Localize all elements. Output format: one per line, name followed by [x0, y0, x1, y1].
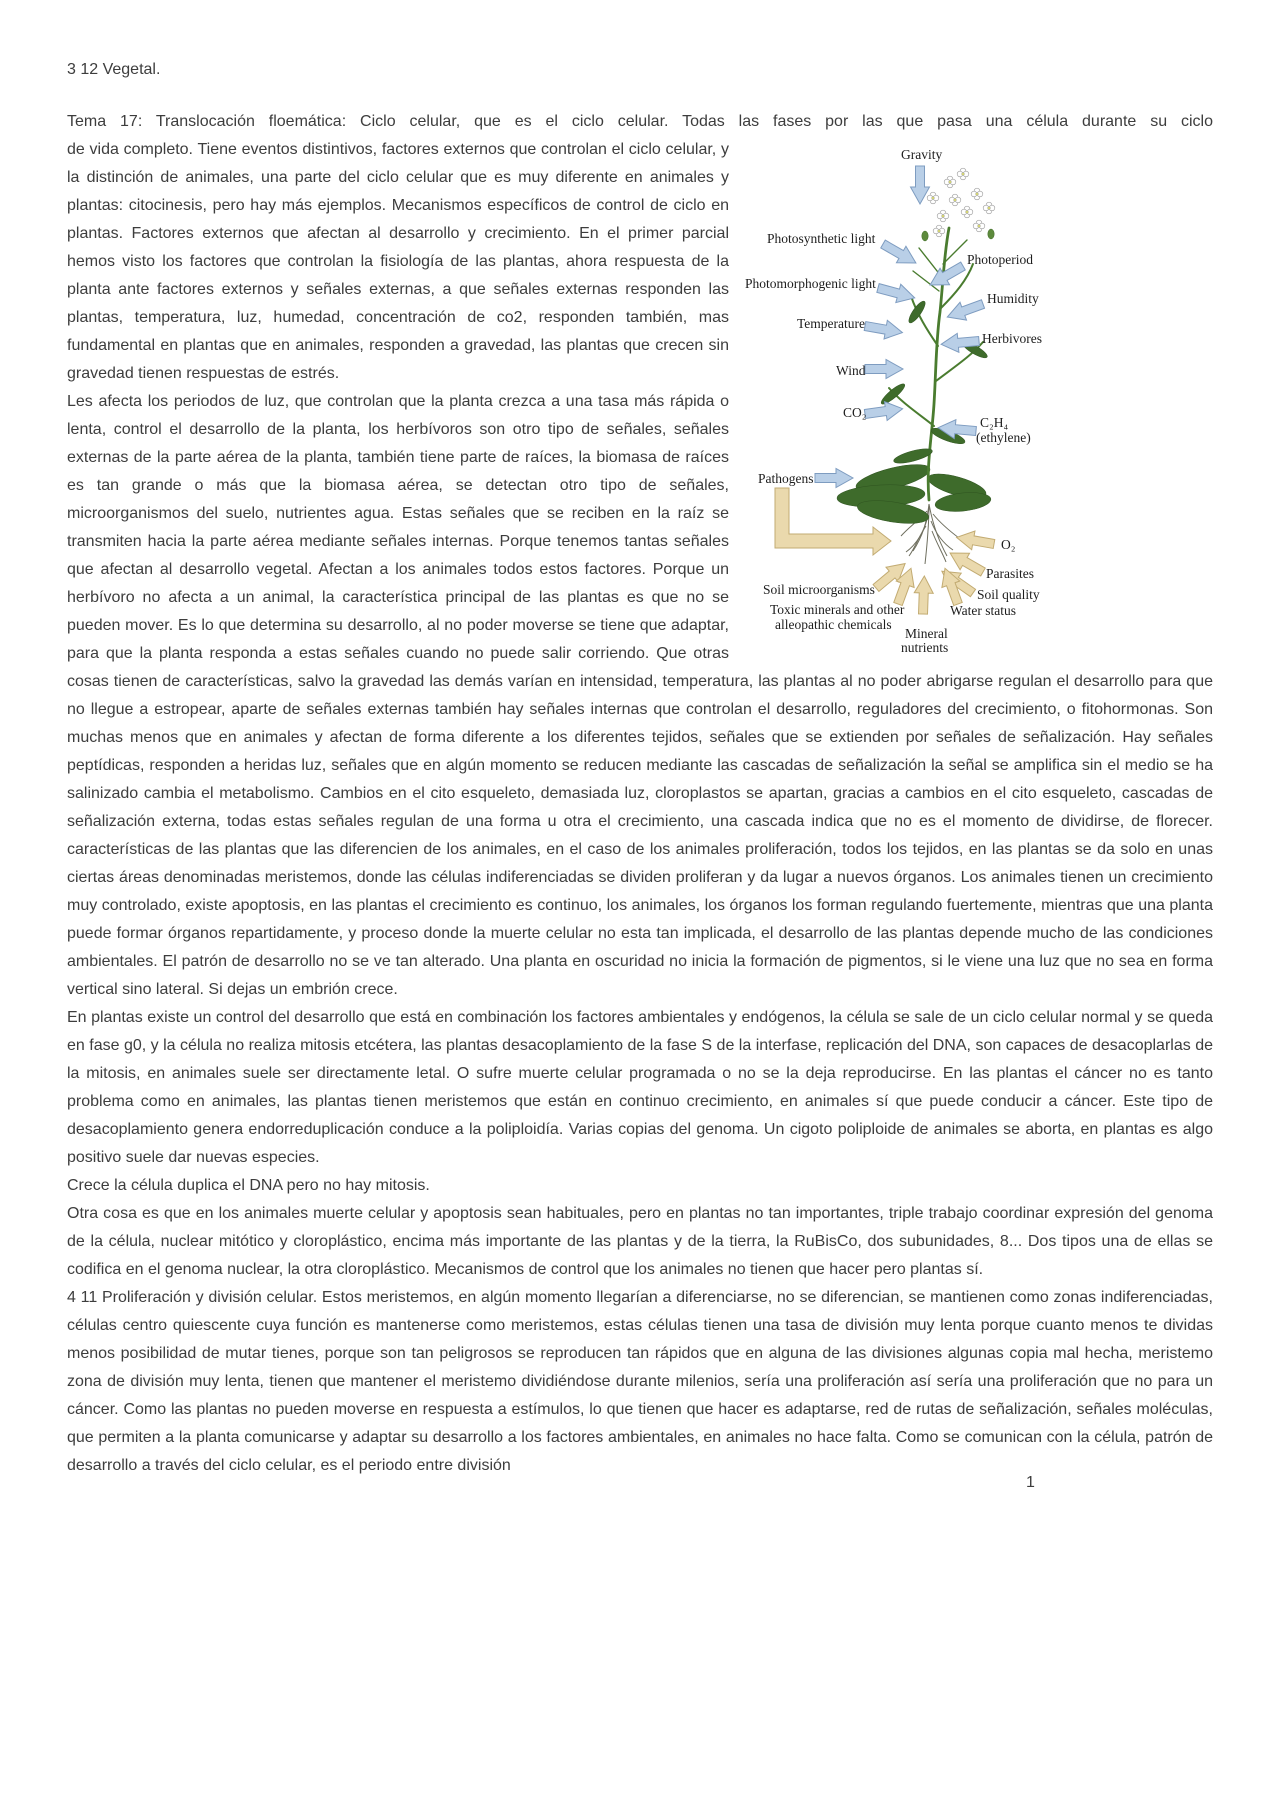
arrow-temperature	[863, 317, 904, 342]
figure-label-soil-quality: Soil quality	[977, 587, 1040, 602]
paragraph-les-afecta: Les afecta los periodos de luz, que controlan que la planta crezca a una tasa más rápida o lenta, control el desarrollo de la planta, los herbívoros son otro tipo de señales, señales externas de la parte aérea de la planta, también tiene parte de raíces, la biomasa de raíces es tan grande o más que la biomasa aérea, se detectan otro tipo de señales, microorganismos del suelo, nutrientes agua. Estas señales que se reciben en la raíz se transmiten hacia la parte aérea mediante señales internas. Porque tenemos tantas señales que afectan al desarrollo vegetal. Afectan a los animales todos estos factores. Porque un herbívoro no afecta a un animal, la característica principal de las plantas es que no se pueden mover. Es lo que determina su desarrollo, al no poder moverse se tiene que adaptar, para que la planta responda a estas señales cuando no puede salir corriendo. Que otras cosas tienen de características, salvo la gravedad las demás varían en intensidad, temperatura, las plantas al no poder abrigarse regulan el desarrollo para que no llegue a estropear, aparte de señales externas también hay señales internas que controlan el desarrollo, reguladores del crecimiento, o fitohormonas. Son muchas menos que en animales y afectan de forma diferente a los diferentes tejidos, señales que se extienden por señales de señalización. Hay señales peptídicas, responden a heridas luz, señales que en algún momento se reducen mediante las cascadas de señalización la señal se amplifica sin el medio se ha salinizado cambia el metabolismo. Cambios en el cito esqueleto, demasiada luz, cloroplastos se apartan, gracias a cambios en el cito esqueleto, cascadas de señalización externa, todas estas señales regulan de una forma u otra el crecimiento, una cascada indica que no es el momento de dividirse, de florecer. características de las plantas que las diferencien de los animales, en el caso de los animales proliferación, todos los tejidos, en las plantas se da solo en unas ciertas áreas denominadas meristemos, donde las células indiferenciadas se dividen proliferan y da lugar a nuevos órganos. Los animales tienen un crecimiento muy controlado, existe apoptosis, en las plantas el crecimiento es continuo, los animales, los órganos los forman regulando fuertemente, mientras que una planta puede formar órganos repartidamente, y proceso donde la muerte celular no esta tan implicada, el desarrollo de las plantas depende mucho de las condiciones ambientales. El patrón de desarrollo no se ve tan alterado. Una planta en oscuridad no inicia la formación de pigmentos, si le viene una luz que no sea en forma vertical sino lateral. Si dejas un embrión crece.	[67, 393, 1213, 998]
document-header: 3 12 Vegetal.	[67, 61, 161, 78]
figure-label-soil-microorganisms: Soil microorganisms	[763, 582, 875, 597]
figure-label-mineral-line2: nutrients	[901, 640, 949, 655]
paragraph-otra-cosa: Otra cosa es que en los animales muerte celular y apoptosis sean habituales, pero en plantas no tan importantes, triple trabajo coordinar expresión del genoma de la célula, nuclear mitótico y cloroplástico, encima más importante de las plantas y de la tierra, la RuBisCo, dos subunidades, 8... Dos tipos una de ellas se codifica en el genoma nuclear, la otra cloroplástico. Mecanismos de control que los animales no tienen que hacer pero plantas sí.	[67, 1205, 1213, 1278]
document-body	[67, 136, 1213, 1480]
plant-flowers	[922, 168, 995, 241]
paragraph-control-desarrollo: En plantas existe un control del desarrollo que está en combinación los factores ambientales y endógenos, la célula se sale de un ciclo celular normal y se queda en fase g0, y la célula no realiza mitosis etcétera, las plantas desacoplamiento de la fase S de la interfase, replicación del DNA, son capaces de desacoplarlas de la mitosis, en animales suele ser directamente letal. O sufre muerte celular programada o no se la deja reproducirse. En las plantas el cáncer no es tanto problema como en animales, las plantas tienen meristemos que están en continuo crecimiento, en animales sí que puede conducir a cáncer. Este tipo de desacoplamiento genera endorreduplicación conduce a la poliploidía. Varias copias del genoma. Un cigoto poliploide de animales se aborta, en plantas es algo positivo suele dar nuevas especies.	[67, 1009, 1213, 1166]
figure-label-toxic-minerals-line2: alleopathic chemicals	[775, 617, 892, 632]
figure-label-parasites: Parasites	[986, 566, 1034, 581]
plant-rosette-leaves	[836, 459, 991, 527]
arrow-pathogens	[815, 469, 853, 488]
figure-label-humidity: Humidity	[987, 291, 1039, 306]
figure-label-mineral-line1: Mineral	[905, 626, 948, 641]
paragraph-tema17-lead: Tema 17: Translocación floemática: Ciclo celular, que es el ciclo celular. Todas las fases por las que pasa una célula durante su ciclo	[67, 113, 1213, 130]
arrow-wind	[865, 360, 903, 379]
figure-label-photosynthetic-light: Photosynthetic light	[767, 231, 876, 246]
figure-label-ethylene-name: (ethylene)	[976, 430, 1031, 445]
arrow-mineral-nutrients	[914, 576, 934, 615]
figure-label-temperature: Temperature	[797, 316, 866, 331]
plant-stem	[928, 228, 949, 500]
arrow-gravity	[911, 166, 930, 204]
arrow-photosynthetic-light	[878, 236, 920, 271]
figure-label-water-status: Water status	[950, 603, 1017, 618]
paragraph-tema17-body: de vida completo. Tiene eventos distintivos, factores externos que controlan el ciclo celular, y la distinción de animales, una parte del ciclo celular que es muy diferente en animales y plantas: citocinesis, pero hay más ejemplos. Mecanismos específicos de control de ciclo en plantas. Factores externos que afectan al desarrollo y crecimiento. En el primer parcial hemos visto los factores que controlan la fisiología de las plantas, ahora respuesta de la planta ante factores externos y señales externas, a que señales externas responden las plantas, temperatura, luz, humedad, concentración de co2, responden también, mas fundamental en plantas que en animales, responden a gravedad, las plantas que crecen sin gravedad tienen respuestas de estrés.	[67, 141, 729, 382]
figure-label-co2: CO₂	[843, 405, 867, 420]
arrow-humidity	[944, 295, 986, 326]
figure-label-gravity: Gravity	[901, 147, 943, 162]
figure-label-ethylene-formula: C₂H₄	[980, 415, 1009, 430]
page-number: 1	[1026, 1474, 1035, 1491]
plant-environment-figure	[743, 136, 1213, 656]
figure-label-photoperiod: Photoperiod	[967, 252, 1033, 267]
figure-label-herbivores: Herbivores	[982, 331, 1042, 346]
figure-label-wind: Wind	[836, 363, 866, 378]
figure-label-photomorphogenic-light: Photomorphogenic light	[745, 276, 876, 291]
figure-label-pathogens: Pathogens	[758, 471, 814, 486]
arrow-photomorphogenic-light	[876, 279, 918, 307]
paragraph-proliferacion: 4 11 Proliferación y división celular. Estos meristemos, en algún momento llegarían a diferenciarse, no se diferencian, se mantienen como zonas indiferenciadas, células centro quiescente cuya función es mantenerse como meristemos, estas células tienen una tasa de división muy lenta porque cuanto menos te dividas menos posibilidad de mutar tienes, porque son tan peligrosos se reproducen tan rápidos que en alguna de las divisiones algunas copia mal hecha, meristemo zona de división muy lenta, tienen que mantener el meristemo dividiéndose durante milenios, sería una proliferación así sería una proliferación que no para un cáncer. Como las plantas no pueden moverse en respuesta a estímulos, lo que tienen que hacer es adaptarse, red de rutas de señalización, señales moléculas, que permiten a la planta comunicarse y adaptar su desarrollo a los factores ambientales, en animales no hace falta. Como se comunican con la célula, patrón de desarrollo a través del ciclo celular, es el periodo entre división	[67, 1289, 1213, 1474]
arrow-o2	[955, 528, 996, 553]
figure-label-o2: O₂	[1001, 537, 1016, 552]
figure-label-toxic-minerals-line1: Toxic minerals and other	[770, 602, 905, 617]
paragraph-crece-celula: Crece la célula duplica el DNA pero no hay mitosis.	[67, 1177, 430, 1194]
